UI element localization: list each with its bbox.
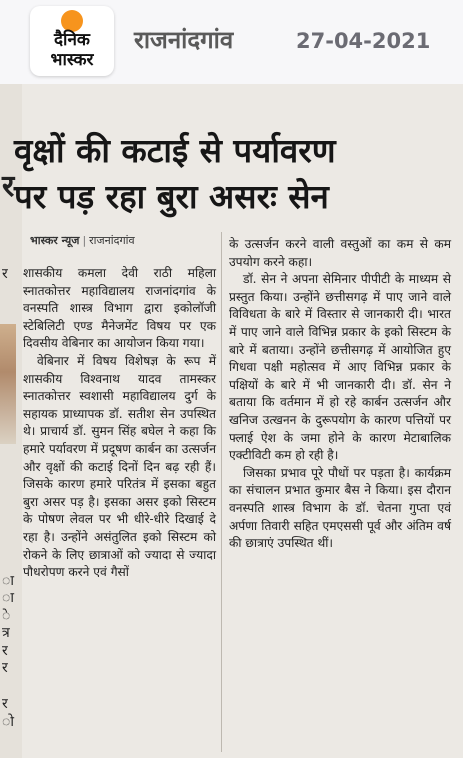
byline-source: भास्कर न्यूज — [30, 234, 80, 247]
article-headline-line2: पर पड़ रहा बुरा असरः सेन — [14, 177, 329, 216]
article-headline-line1: वृक्षों की कटाई से पर्यावरण — [14, 131, 336, 170]
adjacent-photo-fragment — [0, 324, 16, 444]
paragraph: जिसका प्रभाव पूरे पौधों पर पड़ता है। कार्यक्रम का संचालन प्रभात कुमार बैस ने किया। इस दौरान वनस्पति शास्त्र विभाग के डॉ. चेतना गुप्ता एवं अर्पणा तिवारी सहित एमएससी पूर्व और अंतिम वर्ष की छात्राएं उपस्थित थीं। — [229, 465, 451, 551]
edge-fragment: त्र — [2, 625, 10, 641]
edition-city: राजनांदगांव — [134, 26, 234, 54]
logo-text-line1: दैनिक — [54, 30, 90, 50]
edge-fragment: र — [2, 266, 8, 282]
edge-fragment: र — [2, 169, 15, 204]
sun-logo-icon — [61, 10, 83, 32]
edge-fragment: ा — [2, 573, 14, 589]
column-divider — [221, 232, 222, 752]
article-column-2 — [229, 236, 451, 553]
edge-fragment: ो — [2, 714, 14, 730]
edge-fragment: र — [2, 660, 8, 676]
byline — [30, 233, 135, 249]
byline-place: राजनांदगांव — [89, 234, 135, 247]
paragraph: शासकीय कमला देवी राठी महिला स्नातकोत्तर महाविद्यालय राजनांदगांव के वनस्पति शास्त्र विभाग द्वारा इकोलॉजी स्टेबिलिटी एण्ड मैनेजमेंट विषय पर एक दिवसीय वेबिनार का आयोजन किया गया। — [23, 266, 216, 351]
dainik-bhaskar-logo[interactable] — [30, 6, 114, 76]
header-bar — [0, 0, 463, 84]
paragraph: वेबिनार में विषय विशेषज्ञ के रूप में शासकीय विश्वनाथ यादव तामस्कर स्नातकोत्तर स्वशासी महाविद्यालय दुर्ग के सहायक प्राध्यापक डॉ. सतीश सेन उपस्थित थे। प्राचार्य डॉ. सुमन सिंह बघेल ने कहा कि हमारे पर्यावरण में प्रदूषण कार्बन का उत्सर्जन और वृक्षों की कटाई दिनों दिन बढ़ रही हैं। जिसके कारण हमारे परितंत्र में इसका बहुत बुरा असर पड़ है। इसका असर इको सिस्टम के पोषण लेवल पर भी धीरे-धीरे दिखाई दे रहा है। उन्होंने असंतुलित इको सिस्टम को रोकने के लिए छात्राओं को ज्यादा से ज्यादा पौधरोपण करने एवं गैसों — [23, 353, 216, 580]
logo-text-line2: भास्कर — [50, 50, 94, 70]
edge-fragment: े — [2, 608, 11, 624]
article-column-1 — [23, 265, 216, 582]
paragraph: डॉ. सेन ने अपना सेमिनार पीपीटी के माध्यम से प्रस्तुत किया। उन्होंने छत्तीसगढ़ में पाए जाने वाले विविधता के बारे में विस्तार से जानकारी दी। भारत में पाए जाने वाले विभिन्न प्रकार के इको सिस्टम के बारे में बताया। उन्होंने छत्तीसगढ़ में आयोजित हुए गिधवा पक्षी महोत्सव में आए विभिन्न प्रकार के पक्षियों के बारे में भी जानकारी दी। डॉ. सेन ने बताया कि वर्तमान में हो रहे कार्बन उत्सर्जन और खनिज उत्खनन के दुरूपयोग के कारण पत्तियों पर फ्लाई ऐश के जमा होने के कारण मेटाबालिक एक्टीविटी कम हो रही है। — [229, 272, 451, 463]
byline-separator: | — [82, 234, 87, 247]
edge-fragment: र — [2, 696, 8, 712]
paragraph: के उत्सर्जन करने वाली वस्तुओं का कम से कम उपयोग करने कहा। — [229, 237, 451, 269]
edition-date: 27-04-2021 — [296, 29, 431, 53]
edge-fragment: ा — [2, 590, 14, 606]
edge-fragment: र — [2, 643, 8, 659]
